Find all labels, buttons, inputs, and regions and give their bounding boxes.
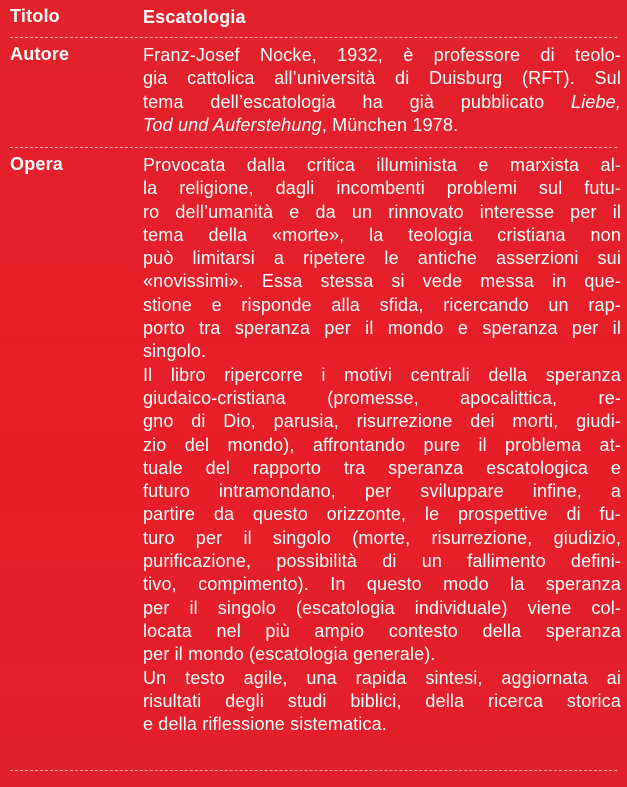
work-line: singolo.	[143, 341, 207, 362]
work-line: Provocata dalla critica illuminista e marxista al-	[143, 155, 621, 175]
author-line: gia cattolica all’università di Duisburg (RFT). Sul	[143, 68, 621, 89]
work-line: ro dell’umanità e da un rinnovato interesse per il	[143, 201, 621, 222]
work-line: per il singolo (escatologia individuale) viene col-	[143, 597, 621, 618]
work-line: locata nel più ampio contesto della speranza	[143, 620, 621, 641]
work-line: Un testo agile, una rapida sintesi, aggiornata ai	[143, 667, 621, 688]
book-title-italic: Liebe,	[571, 91, 621, 112]
work-line: può limitarsi a ripetere le antiche asserzioni sui	[143, 248, 621, 269]
author-line	[143, 114, 621, 137]
title-value: Escatologia	[143, 7, 246, 27]
work-line: risultati degli studi biblici, della ricerca storica	[143, 690, 621, 711]
work-line: tema della «morte», la teologia cristiana non	[143, 224, 621, 245]
title-label: Titolo	[10, 6, 60, 26]
work-row	[10, 154, 621, 764]
work-line: per il mondo (escatologia generale).	[143, 644, 436, 665]
work-line: Il libro ripercorre i motivi centrali della speranza	[143, 364, 621, 385]
work-text	[143, 154, 621, 736]
author-line: Franz-Josef Nocke, 1932, è professore di teolo-	[143, 45, 621, 65]
work-line: zio del mondo), affrontando pure il problema at-	[143, 434, 621, 455]
work-line: stione e risponde alla sfida, ricercando un rap-	[143, 294, 621, 315]
work-line: gno di Dio, parusia, risurrezione dei morti, giudi-	[143, 411, 621, 432]
work-line: turo per il singolo (morte, risurrezione, giudizio,	[143, 527, 621, 548]
divider-2	[10, 147, 617, 148]
work-line: la religione, dagli incombenti problemi sul futu-	[143, 178, 621, 199]
author-label: Autore	[10, 44, 70, 64]
divider-1	[10, 37, 617, 38]
work-line: giudaico-cristiana (promesse, apocalittica, re-	[143, 387, 621, 408]
work-line: tivo, compimento). In questo modo la speranza	[143, 574, 621, 595]
work-line: tuale del rapporto tra speranza escatologica e	[143, 457, 621, 478]
author-line-text: , München 1978.	[321, 114, 459, 135]
work-line: partire da questo orizzonte, le prospettive di fu-	[143, 504, 621, 525]
work-line: futuro intramondano, per sviluppare infine, a	[143, 481, 621, 502]
author-line	[143, 91, 621, 114]
divider-3	[10, 770, 617, 771]
work-label: Opera	[10, 154, 64, 174]
work-line: e della riflessione sistematica.	[143, 714, 387, 735]
title-row	[10, 6, 617, 32]
author-row	[10, 44, 621, 144]
work-line: porto tra speranza per il mondo e speranza per il	[143, 318, 621, 339]
book-title-italic: Tod und Auferstehung	[143, 114, 322, 135]
author-line-text: tema dell’escatologia ha già pubblicato	[143, 91, 545, 112]
work-line: purificazione, possibilità di un fallimento defini-	[143, 551, 621, 572]
author-text	[143, 44, 621, 137]
work-line: «novissimi». Essa stessa si vede messa in que-	[143, 271, 621, 292]
